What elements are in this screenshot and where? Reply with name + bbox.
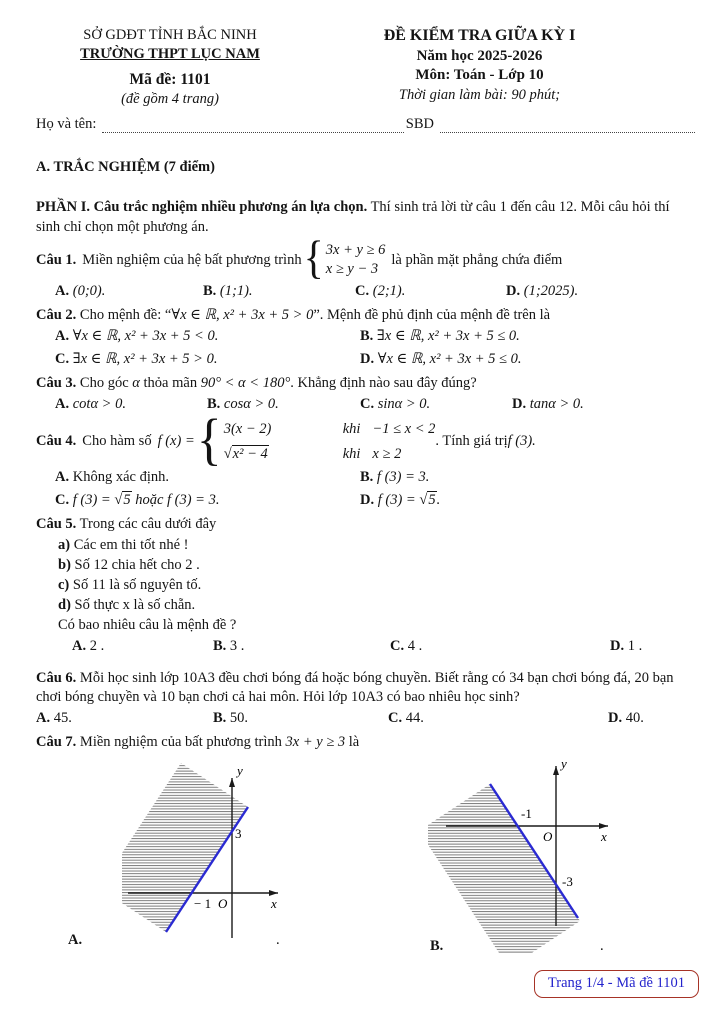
q3-option-a: A. cotα > 0.	[55, 396, 126, 413]
q5-item-a: a) Các em thi tốt nhé !	[58, 536, 189, 553]
q5-item-c: c) Số 11 là số nguyên tố.	[58, 576, 202, 593]
q3-option-c: C. sinα > 0.	[360, 396, 431, 413]
q7-stem-post: là	[345, 733, 360, 750]
sqrt-5: √5	[419, 492, 436, 509]
q6-options	[36, 710, 695, 727]
q2-option-c: C. ∃x ∈ ℝ, x² + 3x + 5 > 0.	[55, 350, 218, 367]
q6-option-a: A. 45.	[36, 709, 72, 726]
q5-option-a: A. 2 .	[72, 637, 105, 654]
svg-text:-1: -1	[521, 805, 532, 821]
svg-text:-3: -3	[562, 873, 573, 889]
left-brace: {	[303, 233, 324, 285]
q4-stem-post: . Tính giá trị	[435, 433, 508, 450]
q4-branch1-expr: 3(x − 2)	[223, 421, 272, 438]
header	[36, 26, 695, 108]
svg-text:x: x	[271, 895, 277, 911]
figure-b-period: .	[600, 937, 604, 954]
department-name: SỞ GDĐT TỈNH BẮC NINH	[83, 27, 257, 43]
subject-line: Môn: Toán - Lớp 10	[415, 67, 544, 84]
q6-stem: Mỗi học sinh lớp 10A3 đều chơi bóng đá hoặc bóng chuyền. Biết rằng có 34 bạn chơi bóng đá, 20 bạn chơi bóng chuyền và 10 bạn chơi cả hai môn. Hỏi lớp 10A3 có bao nhiêu học sinh?	[36, 669, 674, 705]
q6-option-d: D. 40.	[608, 709, 644, 726]
sbd-label: SBD	[405, 116, 434, 133]
q1-options	[55, 283, 695, 300]
q7-label: Câu 7.	[36, 733, 77, 750]
q6-option-c: C. 44.	[388, 709, 424, 726]
question-2	[36, 306, 695, 325]
q4-option-c: C. f (3) = √5 hoặc f (3) = 3.	[55, 492, 220, 509]
q3-stem-mid: thỏa mãn	[139, 374, 201, 391]
q1-option-d: D. (1;2025).	[506, 282, 579, 299]
school-year: Năm học 2025-2026	[416, 47, 543, 64]
q4-option-d: D. f (3) = √5.	[360, 492, 441, 509]
figure-a-label: A.	[68, 931, 83, 948]
q5-item-d: d) Số thực x là số chẵn.	[58, 596, 196, 613]
header-right	[304, 26, 695, 108]
shaded-region	[428, 784, 580, 954]
q1-label: Câu 1.	[36, 251, 77, 268]
svg-text:y: y	[237, 762, 243, 778]
q4-label: Câu 4.	[36, 433, 77, 450]
q4-piecewise	[224, 417, 436, 466]
q4-option-b: B. f (3) = 3.	[360, 469, 430, 486]
q3-option-b: B. cosα > 0.	[207, 396, 279, 413]
q3-stem-range: 90° < α < 180°	[200, 374, 291, 391]
q3-options	[55, 396, 695, 413]
q7-stem-pre: Miền nghiệm của bất phương trình	[79, 733, 286, 750]
q4-option-a: A. Không xác định.	[55, 469, 169, 486]
left-brace: {	[196, 409, 222, 473]
svg-text:− 1: − 1	[194, 895, 212, 911]
q2-stem-pre: Cho mệnh đề: “	[79, 306, 172, 323]
q1-option-a: A. (0;0).	[55, 282, 106, 299]
svg-text:3: 3	[235, 825, 242, 841]
question-5	[36, 515, 695, 534]
part1-intro-bold: PHẦN I. Câu trắc nghiệm nhiều phương án lựa chọn.	[36, 199, 368, 216]
graph-option-b	[428, 754, 668, 954]
q5-label: Câu 5.	[36, 516, 77, 533]
part1-intro-text: Thí sinh trả lời từ câu 1 đến câu 12. Mỗi câu hỏi thí sinh chỉ chọn một phương án.	[36, 199, 670, 235]
q2-stem-post: ”. Mệnh đề phủ định của mệnh đề trên là	[313, 306, 551, 323]
q5-option-d: D. 1 .	[610, 637, 643, 654]
svg-text:O: O	[543, 828, 553, 844]
svg-text:O: O	[218, 895, 228, 911]
q4-branch2-expr: √x² − 4	[223, 445, 268, 462]
section-a-heading: A. TRẮC NGHIỆM (7 điểm)	[36, 159, 215, 176]
q1-inequality-2: x ≥ y − 3	[325, 261, 379, 278]
name-label: Họ và tên:	[36, 116, 97, 133]
q3-stem-post: . Khẳng định nào sau đây đúng?	[290, 374, 477, 391]
school-name: TRƯỜNG THPT LỤC NAM	[80, 45, 260, 62]
q1-option-c: C. (2;1).	[355, 282, 406, 299]
q5-item-b: b) Số 12 chia hết cho 2 .	[58, 556, 200, 573]
name-fill-line	[102, 119, 403, 133]
q1-stem-pre: Miền nghiệm của hệ bất phương trình	[82, 251, 302, 268]
q4-branch1-cond: khi −1 ≤ x < 2	[342, 421, 436, 438]
duration-line: Thời gian làm bài: 90 phút;	[398, 86, 561, 103]
header-left	[36, 26, 304, 108]
q3-label: Câu 3.	[36, 374, 77, 391]
q4-fx: f (x) =	[157, 433, 195, 450]
y-axis-arrow	[553, 766, 559, 775]
question-6	[36, 669, 695, 707]
sbd-fill-line	[440, 119, 695, 133]
shaded-region	[122, 763, 248, 932]
question-7	[36, 733, 695, 752]
svg-text:y: y	[561, 755, 567, 771]
page-footer-badge: Trang 1/4 - Mã đề 1101	[534, 970, 699, 998]
q7-answer-figures	[36, 755, 695, 967]
q5-option-c: C. 4 .	[390, 637, 423, 654]
figure-a-period: .	[276, 931, 280, 948]
q5-options	[72, 638, 695, 655]
y-axis-arrow	[229, 778, 235, 787]
q1-stem-post: là phần mặt phẳng chứa điểm	[391, 251, 563, 268]
graph-option-a	[122, 762, 337, 947]
q2-label: Câu 2.	[36, 306, 77, 323]
q3-stem-alpha: α	[132, 374, 140, 391]
q1-system	[326, 241, 386, 280]
q6-label: Câu 6.	[36, 669, 77, 686]
name-sbd-line	[36, 116, 695, 133]
q3-option-d: D. tanα > 0.	[512, 396, 584, 413]
sqrt-5: √5	[114, 492, 131, 509]
question-4	[36, 409, 695, 473]
pages-note: (đề gồm 4 trang)	[121, 90, 219, 107]
q6-option-b: B. 50.	[213, 709, 249, 726]
q7-stem-math: 3x + y ≥ 3	[285, 733, 346, 750]
q1-option-b: B. (1;1).	[203, 282, 253, 299]
figure-b-label: B.	[430, 937, 444, 954]
question-1	[36, 233, 695, 285]
q4-options	[55, 469, 695, 509]
q2-stem-math: ∀x ∈ ℝ, x² + 3x + 5 > 0	[171, 306, 314, 323]
exam-title: ĐỀ KIỂM TRA GIỮA KỲ I	[383, 27, 576, 44]
q5-option-b: B. 3 .	[213, 637, 245, 654]
q4-branch2-cond: khi x ≥ 2	[342, 445, 402, 462]
q2-option-b: B. ∃x ∈ ℝ, x² + 3x + 5 ≤ 0.	[360, 327, 520, 344]
q2-option-d: D. ∀x ∈ ℝ, x² + 3x + 5 ≤ 0.	[360, 350, 522, 367]
part1-intro	[36, 198, 695, 236]
q3-stem-pre: Cho góc	[79, 374, 133, 391]
svg-text:x: x	[601, 828, 607, 844]
q4-stem-post-math: f (3).	[507, 433, 536, 450]
q1-inequality-1: 3x + y ≥ 6	[325, 241, 386, 258]
question-3	[36, 374, 695, 393]
q5-closing: Có bao nhiêu câu là mệnh đề ?	[58, 616, 237, 633]
q4-stem-pre: Cho hàm số	[82, 433, 152, 450]
q5-stem: Trong các câu dưới đây	[79, 516, 217, 533]
exam-code: Mã đề: 1101	[129, 71, 211, 89]
q2-options	[55, 328, 695, 368]
q2-option-a: A. ∀x ∈ ℝ, x² + 3x + 5 < 0.	[55, 327, 219, 344]
